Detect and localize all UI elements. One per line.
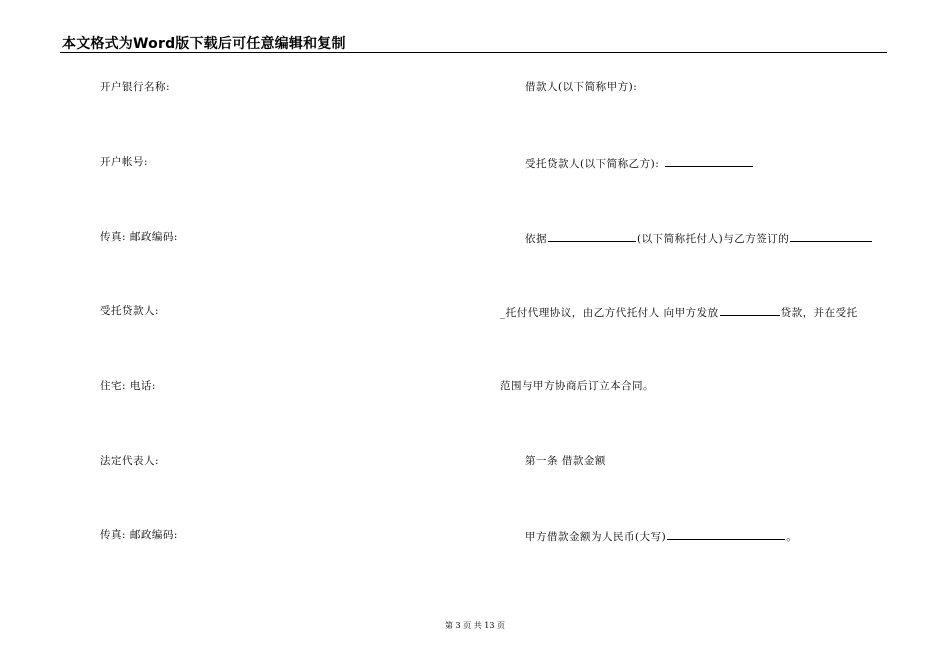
field-account-number: 开户帐号: [100,156,149,168]
basis-line [525,230,873,246]
blank-line [548,230,636,242]
field-fax-postcode-2: 传真: 邮政编码: [100,529,178,541]
trustee-line [525,155,754,171]
field-legal-representative: 法定代表人: [100,455,160,467]
header-rule [60,52,887,53]
trustee-label: 受托贷款人(以下简称乙方): [525,158,660,170]
amount-line [525,528,797,544]
scope-line: 范围与甲方协商后订立本合同。 [500,380,654,392]
field-trustee-lender: 受托贷款人: [100,305,160,317]
amount-suffix: 。 [786,531,798,543]
header-title: 本文格式为Word版下载后可任意编辑和复制 [62,36,346,52]
agreement-line [500,304,858,320]
blank-line [790,230,872,242]
blank-line [720,304,780,316]
blank-line [665,155,753,167]
blank-line [667,528,785,540]
article-one-heading: 第一条 借款金额 [525,455,606,467]
field-bank-name: 开户银行名称: [100,81,171,93]
field-residence-phone: 住宅: 电话: [100,380,156,392]
borrower-line: 借款人(以下简称甲方): [525,81,638,93]
field-fax-postcode: 传真: 邮政编码: [100,231,178,243]
page-number: 第 3 页 共 13 页 [445,621,505,630]
basis-prefix: 依据 [525,233,547,245]
basis-middle: (以下简称托付人)与乙方签订的 [637,233,790,245]
agreement-suffix: 贷款，并在受托 [780,307,858,319]
amount-prefix: 甲方借款金额为人民币(大写) [525,531,667,543]
agreement-prefix: _托付代理协议，由乙方代托付人 向甲方发放 [500,307,719,319]
